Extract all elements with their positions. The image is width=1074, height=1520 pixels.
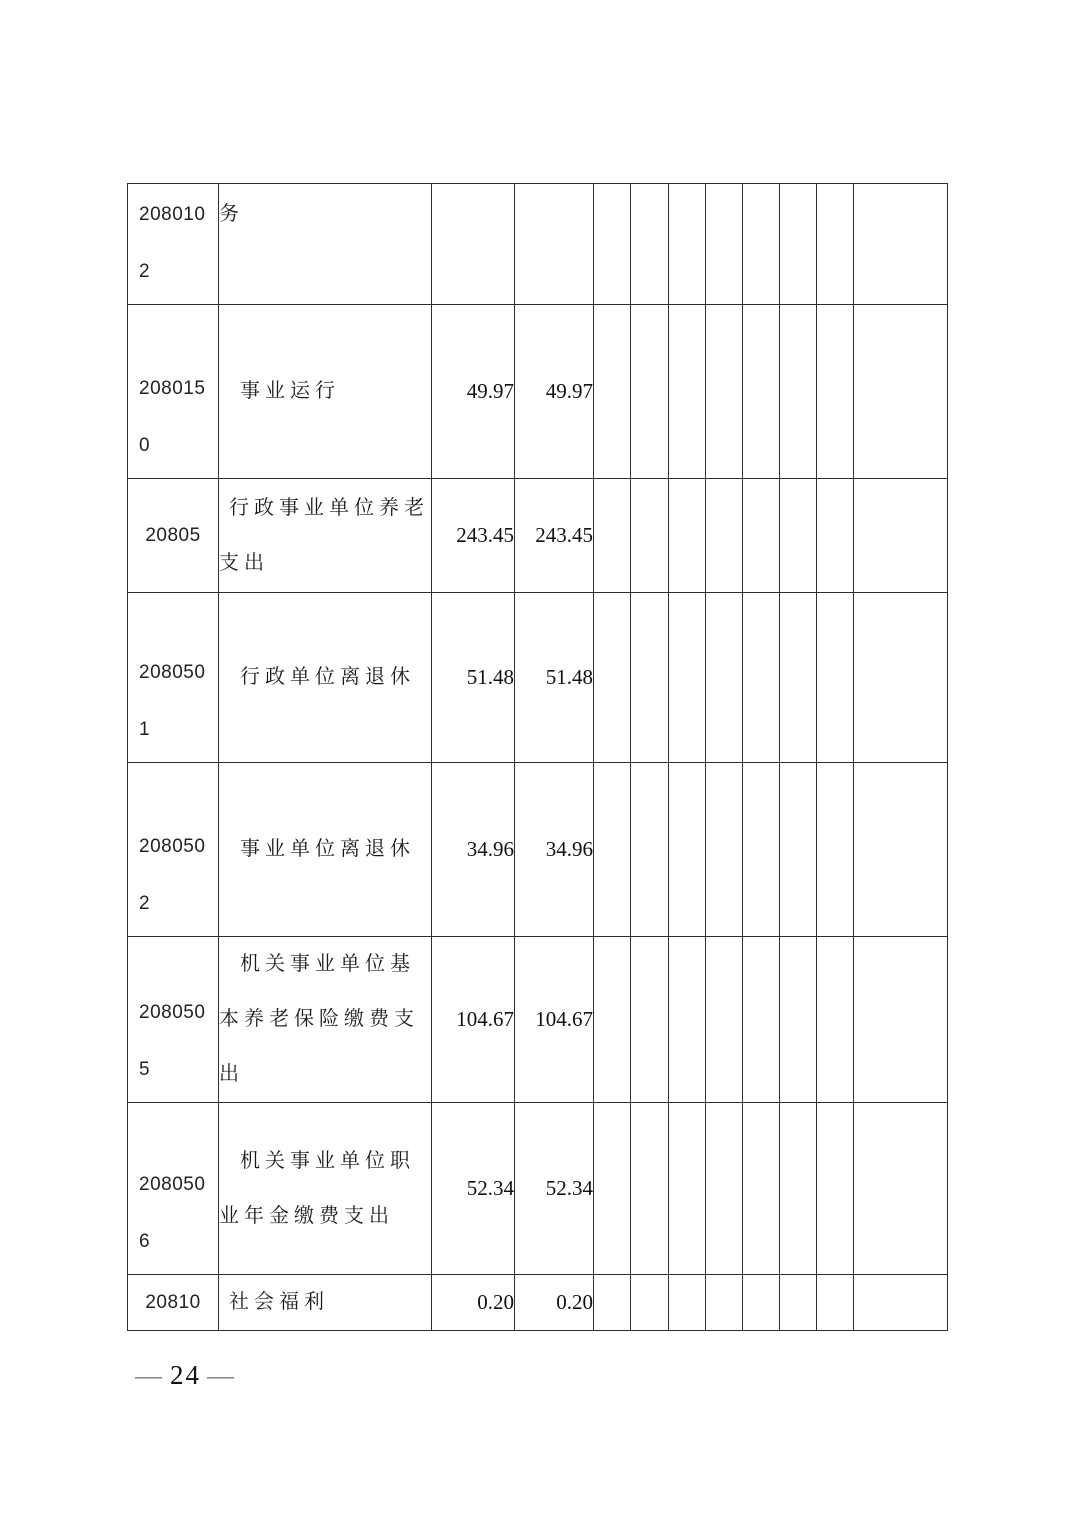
budget-table	[127, 183, 948, 1331]
budget-code-line: 208015	[139, 378, 206, 399]
amount-cell-1: 0.20	[432, 1275, 515, 1331]
budget-code-cell	[128, 763, 219, 937]
empty-cell	[780, 184, 817, 305]
empty-cell	[631, 1103, 669, 1275]
empty-cell	[743, 763, 780, 937]
budget-code-line: 208050	[139, 836, 206, 857]
empty-cell-last	[854, 479, 948, 593]
table-row	[128, 593, 948, 763]
empty-cell	[817, 1275, 854, 1331]
empty-cell	[706, 305, 743, 479]
budget-table-body	[128, 184, 948, 1331]
budget-code-cell	[128, 479, 219, 593]
empty-cell	[669, 763, 706, 937]
empty-cell-last	[854, 1103, 948, 1275]
table-row	[128, 1103, 948, 1275]
amount-cell-2: 0.20	[515, 1275, 594, 1331]
amount-cell-2: 51.48	[515, 593, 594, 763]
empty-cell	[631, 937, 669, 1103]
budget-item-name-cell	[219, 763, 432, 937]
empty-cell	[780, 1103, 817, 1275]
budget-table-container	[127, 183, 948, 1331]
empty-cell	[817, 305, 854, 479]
budget-code-line: 6	[139, 1231, 151, 1252]
budget-item-name-cell	[219, 593, 432, 763]
empty-cell	[780, 479, 817, 593]
budget-code-line: 20805	[145, 524, 201, 546]
budget-item-name-cell	[219, 305, 432, 479]
empty-cell	[594, 479, 631, 593]
empty-cell	[669, 593, 706, 763]
budget-item-name-line: 支出	[219, 551, 269, 574]
table-row	[128, 305, 948, 479]
budget-code-line: 2	[139, 893, 151, 914]
amount-cell-2: 243.45	[515, 479, 594, 593]
empty-cell-last	[854, 1275, 948, 1331]
amount-cell-1	[432, 184, 515, 305]
empty-cell	[706, 1275, 743, 1331]
amount-cell-2: 34.96	[515, 763, 594, 937]
empty-cell	[780, 937, 817, 1103]
budget-item-name-line: 行政单位离退休	[240, 666, 415, 688]
budget-item-name-cell	[219, 1103, 432, 1275]
empty-cell	[743, 305, 780, 479]
budget-code-cell	[128, 937, 219, 1103]
empty-cell	[817, 937, 854, 1103]
empty-cell	[706, 593, 743, 763]
empty-cell	[631, 763, 669, 937]
budget-item-name-cell	[219, 184, 432, 305]
budget-item-name-line: 业年金缴费支出	[219, 1204, 394, 1227]
empty-cell	[594, 593, 631, 763]
empty-cell	[631, 305, 669, 479]
budget-code-line: 2	[139, 261, 151, 282]
empty-cell	[594, 1103, 631, 1275]
empty-cell	[817, 593, 854, 763]
empty-cell	[631, 184, 669, 305]
empty-cell	[631, 479, 669, 593]
empty-cell	[669, 479, 706, 593]
budget-code-line: 1	[139, 719, 151, 740]
budget-item-name-cell	[219, 937, 432, 1103]
budget-code-line: 208050	[139, 1002, 206, 1023]
empty-cell	[780, 593, 817, 763]
empty-cell	[780, 763, 817, 937]
budget-code-cell	[128, 305, 219, 479]
empty-cell-last	[854, 763, 948, 937]
footer-page-number: 24	[170, 1360, 201, 1390]
amount-cell-1: 34.96	[432, 763, 515, 937]
amount-cell-1: 52.34	[432, 1103, 515, 1275]
empty-cell-last	[854, 937, 948, 1103]
empty-cell	[594, 1275, 631, 1331]
empty-cell	[817, 1103, 854, 1275]
amount-cell-2: 49.97	[515, 305, 594, 479]
empty-cell	[743, 593, 780, 763]
table-row	[128, 1275, 948, 1331]
empty-cell	[780, 305, 817, 479]
budget-item-name-line: 机关事业单位职	[240, 1149, 415, 1172]
empty-cell	[817, 763, 854, 937]
empty-cell-last	[854, 184, 948, 305]
empty-cell	[743, 1275, 780, 1331]
empty-cell	[631, 593, 669, 763]
empty-cell-last	[854, 305, 948, 479]
budget-item-name-line: 事业单位离退休	[240, 838, 415, 860]
budget-code-cell	[128, 1103, 219, 1275]
budget-code-line: 208010	[139, 204, 206, 225]
empty-cell	[594, 937, 631, 1103]
empty-cell	[669, 305, 706, 479]
amount-cell-1: 243.45	[432, 479, 515, 593]
budget-item-name-cell	[219, 1275, 432, 1331]
budget-item-name-line: 社会福利	[229, 1291, 329, 1313]
budget-code-cell	[128, 593, 219, 763]
footer-right-dash: —	[207, 1360, 236, 1390]
budget-item-name-line: 本养老保险缴费支	[219, 1008, 419, 1030]
budget-code-line: 208050	[139, 1174, 206, 1195]
empty-cell	[706, 1103, 743, 1275]
table-row	[128, 937, 948, 1103]
empty-cell	[631, 1275, 669, 1331]
budget-item-name-line: 出	[219, 1063, 244, 1085]
empty-cell	[669, 937, 706, 1103]
amount-cell-1: 49.97	[432, 305, 515, 479]
empty-cell	[817, 479, 854, 593]
empty-cell	[817, 184, 854, 305]
amount-cell-1: 51.48	[432, 593, 515, 763]
empty-cell	[743, 479, 780, 593]
empty-cell	[706, 937, 743, 1103]
table-row	[128, 479, 948, 593]
budget-item-name-line: 行政事业单位养老	[229, 496, 429, 519]
empty-cell	[780, 1275, 817, 1331]
empty-cell	[594, 763, 631, 937]
budget-item-name-line: 事业运行	[240, 380, 340, 402]
page-number	[135, 1360, 236, 1391]
empty-cell	[669, 1275, 706, 1331]
empty-cell-last	[854, 593, 948, 763]
empty-cell	[669, 1103, 706, 1275]
amount-cell-2: 104.67	[515, 937, 594, 1103]
budget-code-line: 5	[139, 1059, 151, 1080]
footer-left-dash: —	[135, 1360, 164, 1390]
budget-code-line: 20810	[145, 1291, 201, 1313]
empty-cell	[743, 1103, 780, 1275]
budget-code-line: 208050	[139, 662, 206, 683]
budget-code-cell	[128, 1275, 219, 1331]
amount-cell-2: 52.34	[515, 1103, 594, 1275]
empty-cell	[706, 479, 743, 593]
empty-cell	[669, 184, 706, 305]
budget-code-line: 0	[139, 435, 151, 456]
empty-cell	[706, 184, 743, 305]
empty-cell	[594, 184, 631, 305]
amount-cell-1: 104.67	[432, 937, 515, 1103]
budget-item-name-cell	[219, 479, 432, 593]
empty-cell	[743, 937, 780, 1103]
table-row	[128, 184, 948, 305]
amount-cell-2	[515, 184, 594, 305]
empty-cell	[594, 305, 631, 479]
budget-item-name-line: 务	[219, 203, 244, 225]
empty-cell	[706, 763, 743, 937]
table-row	[128, 763, 948, 937]
budget-code-cell	[128, 184, 219, 305]
budget-item-name-line: 机关事业单位基	[240, 953, 415, 975]
empty-cell	[743, 184, 780, 305]
